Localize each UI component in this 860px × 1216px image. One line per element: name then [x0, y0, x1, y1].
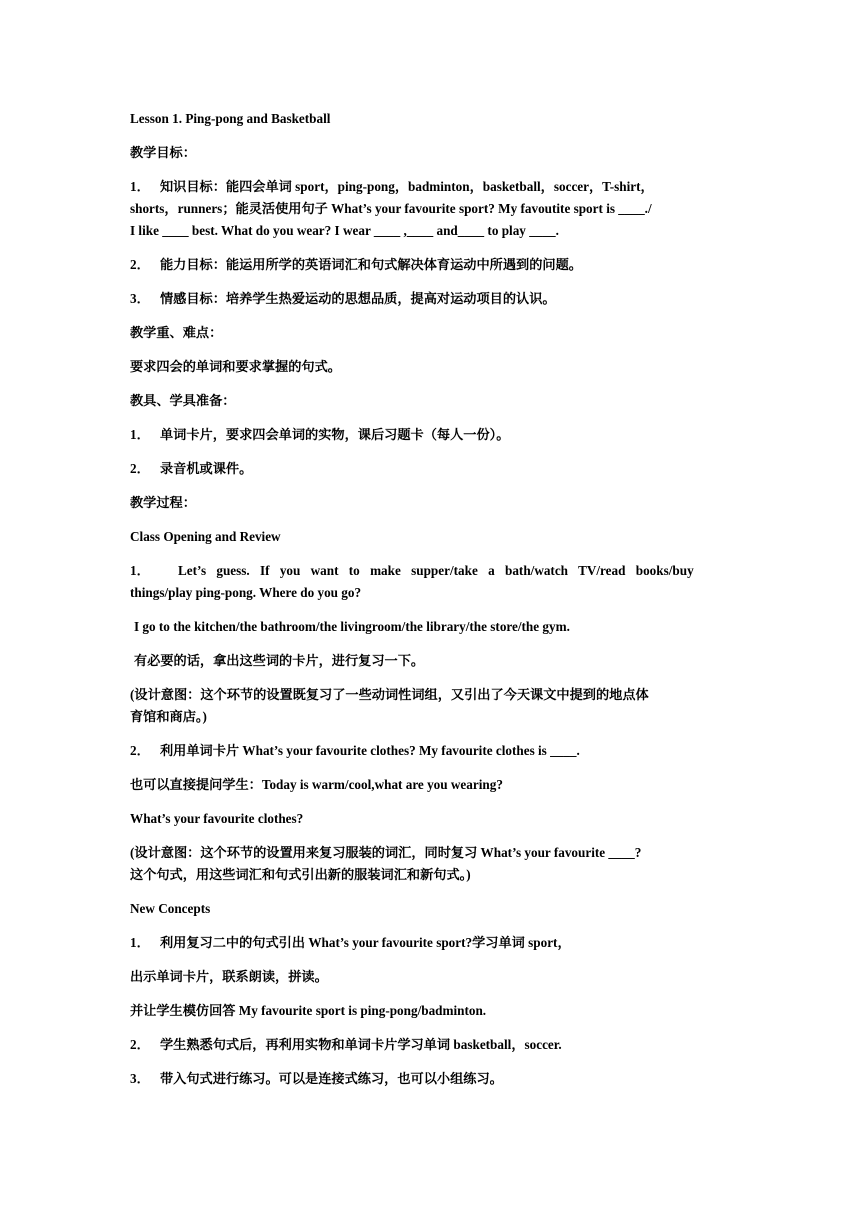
opening-item-num: 1． [130, 563, 150, 578]
lesson-title: Lesson 1. Ping-pong and Basketball [130, 111, 331, 126]
keypoints-text: 要求四会的单词和要求掌握的句式。 [130, 359, 341, 374]
opening-item-line2: things/play ping-pong. Where do you go? [130, 585, 362, 600]
goal-text-line3: I like ____ best. What do you wear? I wear ____ ,____ and____ to play ____. [130, 223, 559, 238]
concept-item-2 [130, 1034, 733, 1056]
opening-item-2 [130, 740, 733, 762]
opening-item-line1: Let’s guess. If you want to make supper/take a bath/watch TV/read books/buy [178, 563, 694, 578]
goal-text: 情感目标：培养学生热爱运动的思想品质，提高对运动项目的认识。 [160, 291, 556, 306]
concepts-heading: New Concepts [130, 901, 211, 916]
goal-text-line2: shorts，runners；能灵活使用句子 What’s your favourite sport? My favoutite sport is ____./ [130, 201, 652, 216]
opening-ask: 也可以直接提问学生：Today is warm/cool,what are you wearing? [130, 777, 503, 792]
opening-note: 有必要的话，拿出这些词的卡片，进行复习一下。 [134, 653, 425, 668]
concept-line-a: 出示单词卡片，联系朗读，拼读。 [130, 969, 328, 984]
design-note-line2: 育馆和商店。) [130, 709, 207, 724]
goal-item-3 [130, 288, 733, 310]
concept-num: 1． [130, 935, 150, 950]
goal-item-2 [130, 254, 733, 276]
opening-heading: Class Opening and Review [130, 529, 281, 544]
goal-num: 2． [130, 257, 150, 272]
concept-text: 学生熟悉句式后，再利用实物和单词卡片学习单词 basketball，soccer. [160, 1037, 562, 1052]
opening-answer: I go to the kitchen/the bathroom/the livingroom/the library/the store/the gym. [134, 619, 570, 634]
material-item-1 [130, 424, 733, 446]
design-note-line1: (设计意图：这个环节的设置用来复习服装的词汇，同时复习 What’s your favourite ____? [130, 845, 642, 860]
opening-item-num: 2． [130, 743, 150, 758]
opening-item-text: 利用单词卡片 What’s your favourite clothes? My favourite clothes is ____. [160, 743, 580, 758]
material-num: 2． [130, 461, 150, 476]
design-note-line1: (设计意图：这个环节的设置既复习了一些动词性词组，又引出了今天课文中提到的地点体 [130, 687, 649, 702]
keypoints-heading: 教学重、难点： [130, 325, 223, 340]
goals-heading: 教学目标： [130, 145, 196, 160]
material-num: 1． [130, 427, 150, 442]
concept-num: 2． [130, 1037, 150, 1052]
material-text: 单词卡片，要求四会单词的实物，课后习题卡（每人一份）。 [160, 427, 510, 442]
design-note-1 [130, 684, 733, 728]
opening-ask-2: What’s your favourite clothes? [130, 811, 304, 826]
opening-item-1 [130, 560, 733, 604]
goal-text: 能力目标：能运用所学的英语词汇和句式解决体育运动中所遇到的问题。 [160, 257, 582, 272]
concept-text: 带入句式进行练习。可以是连接式练习，也可以小组练习。 [160, 1071, 503, 1086]
concept-item-3 [130, 1068, 733, 1090]
materials-heading: 教具、学具准备： [130, 393, 236, 408]
concept-item-1 [130, 932, 733, 954]
material-text: 录音机或课件。 [160, 461, 253, 476]
concept-num: 3． [130, 1071, 150, 1086]
goal-num: 3． [130, 291, 150, 306]
process-heading: 教学过程： [130, 495, 196, 510]
concept-line-b: 并让学生模仿回答 My favourite sport is ping-pong/badminton. [130, 1003, 487, 1018]
material-item-2 [130, 458, 733, 480]
goal-num: 1． [130, 179, 150, 194]
goal-text-line1: 知识目标：能四会单词 sport，ping-pong，badminton，basketball，soccer，T-shirt， [160, 179, 654, 194]
document-page [130, 108, 733, 1102]
design-note-line2: 这个句式，用这些词汇和句式引出新的服装词汇和新句式。) [130, 867, 471, 882]
design-note-2 [130, 842, 733, 886]
goal-item-1 [130, 176, 733, 242]
concept-text: 利用复习二中的句式引出 What’s your favourite sport?学习单词 sport， [160, 935, 571, 950]
